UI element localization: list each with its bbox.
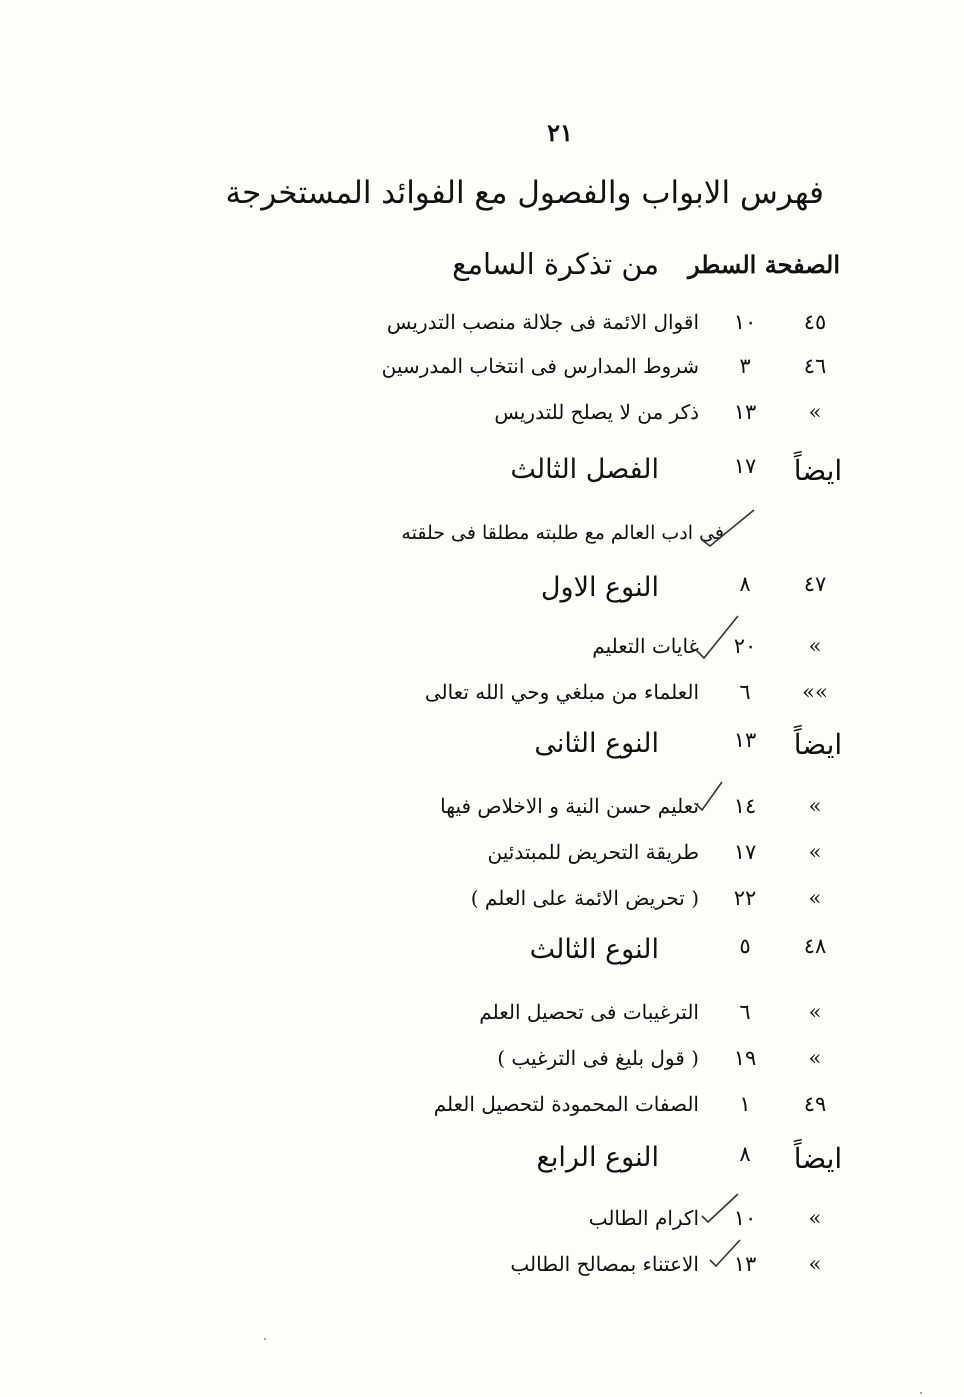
section-heading: النوع الثانى: [534, 728, 659, 759]
source-subtitle: من تذكرة السامع: [452, 247, 659, 281]
section-heading: النوع الرابع: [536, 1142, 659, 1173]
line-ref: ٨: [739, 1142, 751, 1166]
entry-text: شروط المدارس فى انتخاب المدرسين: [381, 354, 699, 378]
page-ref: ٤٦: [803, 354, 827, 378]
scan-speck: [920, 1392, 922, 1394]
index-row: [0, 1092, 964, 1132]
page-ref: ايضاً: [793, 728, 843, 761]
line-ref: ١٧: [733, 454, 757, 478]
section-heading: الفصل الثالث: [510, 454, 659, 485]
line-ref: ١٠: [733, 310, 757, 334]
index-row: [0, 634, 964, 674]
index-row: [0, 1046, 964, 1086]
section-heading-row: [0, 728, 964, 768]
line-ref: ٥: [739, 934, 751, 958]
page-ref: ٤٥: [803, 310, 827, 334]
index-row: [0, 794, 964, 834]
index-row: [0, 400, 964, 440]
page-ref: ٤٨: [803, 934, 827, 958]
page-ref: »»: [802, 680, 828, 704]
check-mark-icon: [700, 506, 756, 548]
entry-text: الترغيبات فى تحصيل العلم: [479, 1000, 699, 1024]
page-ref: »: [808, 634, 822, 658]
page-ref: ايضاً: [793, 454, 843, 487]
section-heading: النوع الاول: [540, 572, 659, 603]
entry-text: طريقة التحريض للمبتدئين: [487, 840, 699, 864]
page-ref: »: [808, 1000, 822, 1024]
line-ref: ٢٢: [733, 886, 757, 910]
entry-text: الاعتناء بمصالح الطالب: [510, 1252, 699, 1276]
entry-text: اقوال الائمة فى جلالة منصب التدريس: [386, 310, 699, 334]
index-row: [0, 354, 964, 394]
line-ref: ١٣: [733, 400, 757, 424]
section-intro-note: فى ادب العالم مع طلبته مطلقا فى حلقته: [401, 522, 724, 544]
page-ref: »: [808, 794, 822, 818]
page-ref: »: [808, 840, 822, 864]
entry-text: ( قول بليغ فى الترغيب ): [497, 1046, 699, 1070]
page-ref: »: [808, 400, 822, 424]
line-ref: ١: [739, 1092, 751, 1116]
section-heading-row: [0, 934, 964, 974]
index-row: [0, 1252, 964, 1292]
entry-text: ( تحريض الائمة على العلم ): [470, 886, 699, 910]
check-mark-icon: [694, 778, 724, 814]
line-ref: ٢٠: [733, 634, 757, 658]
check-mark-icon: [694, 612, 740, 662]
section-heading-row: [0, 1142, 964, 1182]
index-row: [0, 310, 964, 350]
page-ref: »: [808, 886, 822, 910]
page-ref: ٤٩: [803, 1092, 827, 1116]
section-heading-row: [0, 454, 964, 494]
index-row: [0, 886, 964, 926]
page-ref: ٤٧: [803, 572, 827, 596]
line-ref: ٦: [739, 680, 751, 704]
line-ref: ١٣: [733, 1252, 757, 1276]
page-ref: »: [808, 1252, 822, 1276]
line-ref: ٦: [739, 1000, 751, 1024]
page-number: ٢١: [547, 118, 573, 147]
section-heading-row: [0, 572, 964, 612]
page-ref: »: [808, 1206, 822, 1230]
index-row: [0, 1206, 964, 1246]
entry-text: ذكر من لا يصلح للتدريس: [494, 400, 699, 424]
entry-text: العلماء من مبلغي وحي الله تعالى: [424, 680, 699, 704]
line-ref: ١٤: [733, 794, 757, 818]
index-row: [0, 840, 964, 880]
index-row: [0, 680, 964, 720]
entry-text: غايات التعليم: [592, 634, 699, 658]
scan-speck: [264, 1338, 266, 1340]
index-row: [0, 1000, 964, 1040]
page-title: فهرس الابواب والفصول مع الفوائد المستخرجة: [225, 175, 824, 211]
entry-text: اكرام الطالب: [588, 1206, 699, 1230]
entry-text: الصفات المحمودة لتحصيل العلم: [433, 1092, 699, 1116]
check-mark-icon: [708, 1236, 742, 1270]
line-ref: ١٩: [733, 1046, 757, 1070]
line-ref: ١٧: [733, 840, 757, 864]
section-heading: النوع الثالث: [529, 934, 659, 965]
check-mark-icon: [700, 1190, 740, 1226]
page-ref: »: [808, 1046, 822, 1070]
line-ref: ١٣: [733, 728, 757, 752]
column-headers: الصفحة السطر: [688, 250, 840, 279]
line-ref: ٣: [739, 354, 751, 378]
line-ref: ٨: [739, 572, 751, 596]
page-ref: ايضاً: [793, 1142, 843, 1175]
line-ref: ١٠: [733, 1206, 757, 1230]
entry-text: تعليم حسن النية و الاخلاص فيها: [440, 794, 699, 818]
